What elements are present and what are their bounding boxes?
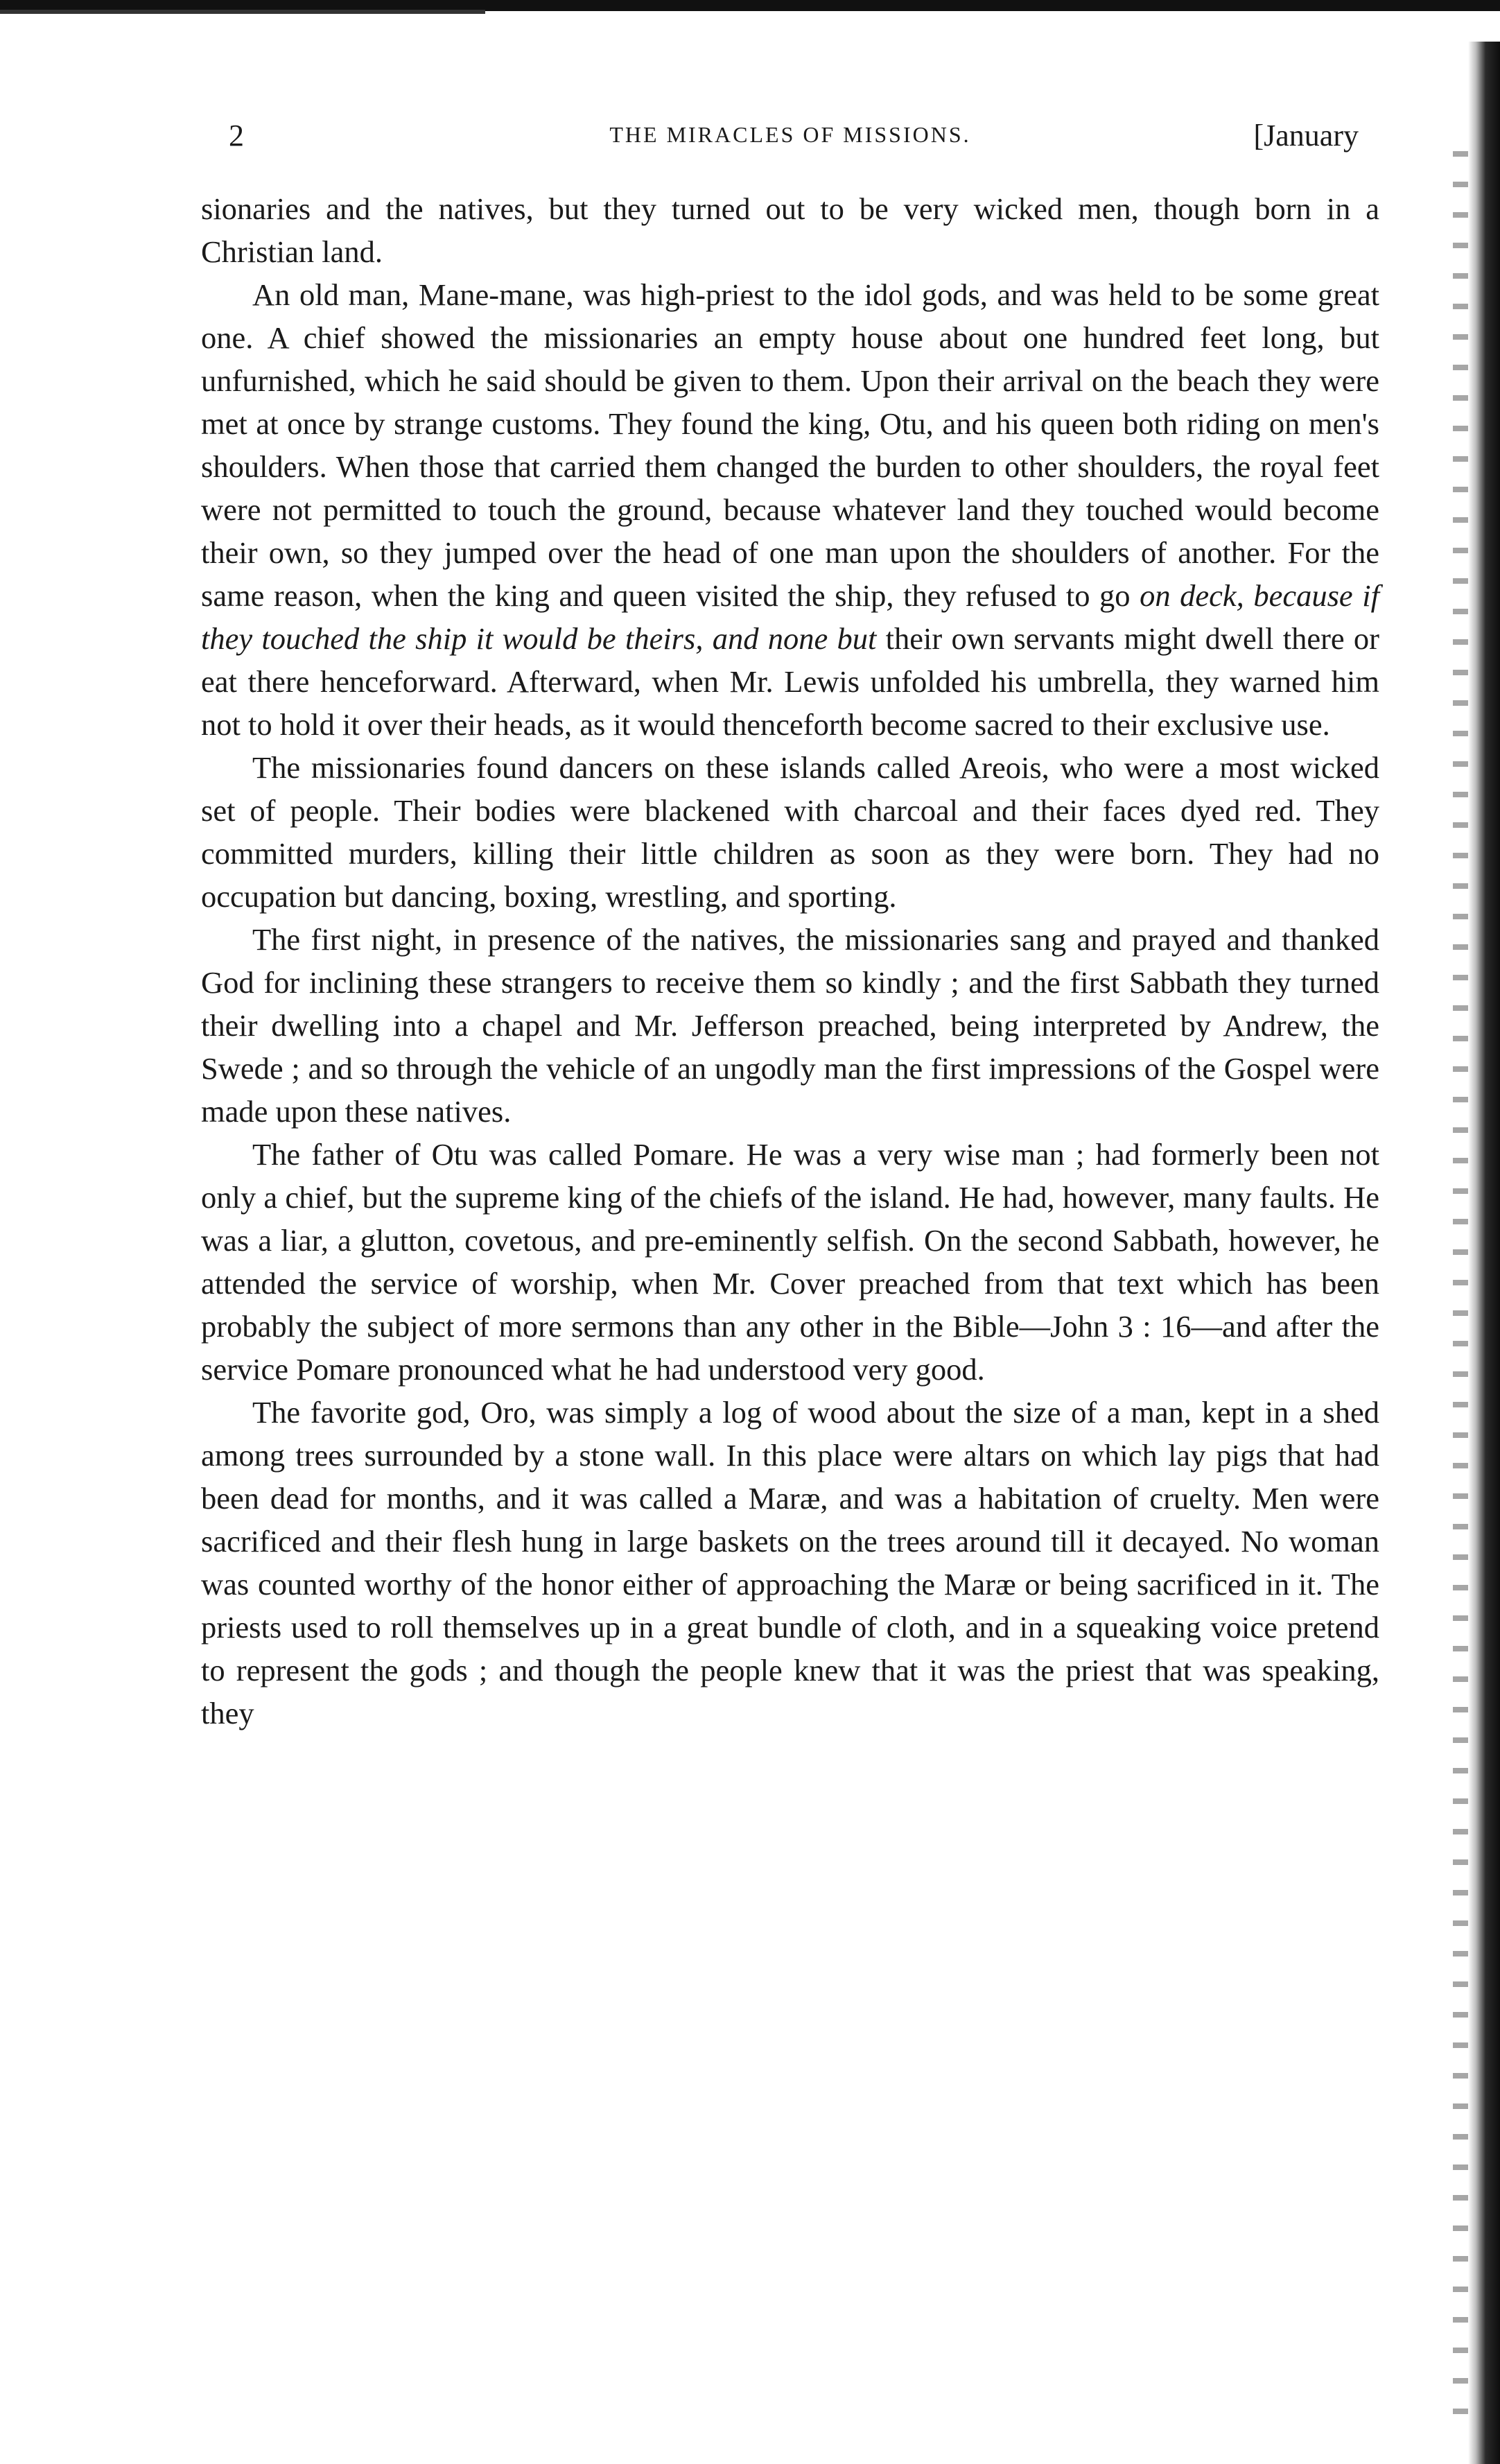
paragraph-text: An old man, Mane-mane, was high-priest to the idol gods, and was held to be some great one. A chief showed the missionaries an empty house about one hundred feet long, but unfurnished, which he said should be given to them. Upon their arrival on the beach they were met at once by strange customs. They found the king, Otu, and his queen both riding on men's shoulders. When those that carried them changed the burden to other shoulders, the royal feet were not permitted to touch the ground, because whatever land they touched would become their own, so they jumped over the head of one man upon the shoulders of another. For the same reason, when the king and queen visited the ship, they refused to go xyxy=(201,277,1379,613)
page-number: 2 xyxy=(229,119,244,153)
binding-shadow-strip xyxy=(1453,139,1468,2427)
paragraph: The father of Otu was called Pomare. He was a very wise man ; had formerly been not only a chief, but the supreme king of the chiefs of the island. He had, however, many faults. He was a liar, a glutton, covetous, and pre-eminently selfish. On the second Sabbath, however, he attended the service of worship, when Mr. Cover preached from that text which has been probably the subject of more sermons than any other in the Bible—John 3 : 16—and after the service Pomare pronounced what he had understood very good. xyxy=(201,1137,1379,1387)
binding-edge xyxy=(1468,42,1500,2464)
body-text xyxy=(201,187,1379,1735)
paragraph: The favorite god, Oro, was simply a log of wood about the size of a man, kept in a shed among trees surrounded by a stone wall. In this place were altars on which lay pigs that had been dead for months, and it was called a Maræ, and was a habitation of cruelty. Men were sacrificed and their flesh hung in large baskets on the trees around till it decayed. No woman was counted worthy of the honor either of approaching the Maræ or being sacrificed in it. The priests used to roll themselves up in a great bundle of cloth, and in a squeaking voice pretend to represent the gods ; and though the people knew that it was the priest that was speaking, they xyxy=(201,1395,1379,1730)
paragraph xyxy=(201,273,1379,746)
paragraph: sionaries and the natives, but they turned out to be very wicked men, though born in a Christian land. xyxy=(201,191,1379,269)
paragraph: The missionaries found dancers on these islands called Areois, who were a most wicked set of people. Their bodies were blackened with charcoal and their faces dyed red. They committed murders, killing their little children as soon as they were born. They had no occupation but dancing, boxing, wrestling, and sporting. xyxy=(201,750,1379,914)
top-edge-rule-thin xyxy=(0,10,485,14)
running-head xyxy=(201,118,1379,159)
running-month: [January xyxy=(1253,119,1359,153)
book-page xyxy=(201,118,1379,1735)
paragraph-text-continued: their own servants might dwell there or eat there henceforward. Afterward, when Mr. Lewis unfolded his umbrella, they warned him not to hold it over their heads, as it would thenceforth become sacred to their exclusive use. xyxy=(201,621,1380,742)
running-title: THE MIRACLES OF MISSIONS. xyxy=(609,122,971,147)
italic-phrase: on deck, because if they touched the ship it would be theirs, and none but xyxy=(201,578,1379,656)
paragraph: The first night, in presence of the natives, the missionaries sang and prayed and thanked God for inclining these strangers to receive them so kindly ; and the first Sabbath they turned their dwelling into a chapel and Mr. Jefferson preached, being interpreted by Andrew, the Swede ; and so through the vehicle of an ungodly man the first impressions of the Gospel were made upon these natives. xyxy=(201,922,1379,1129)
